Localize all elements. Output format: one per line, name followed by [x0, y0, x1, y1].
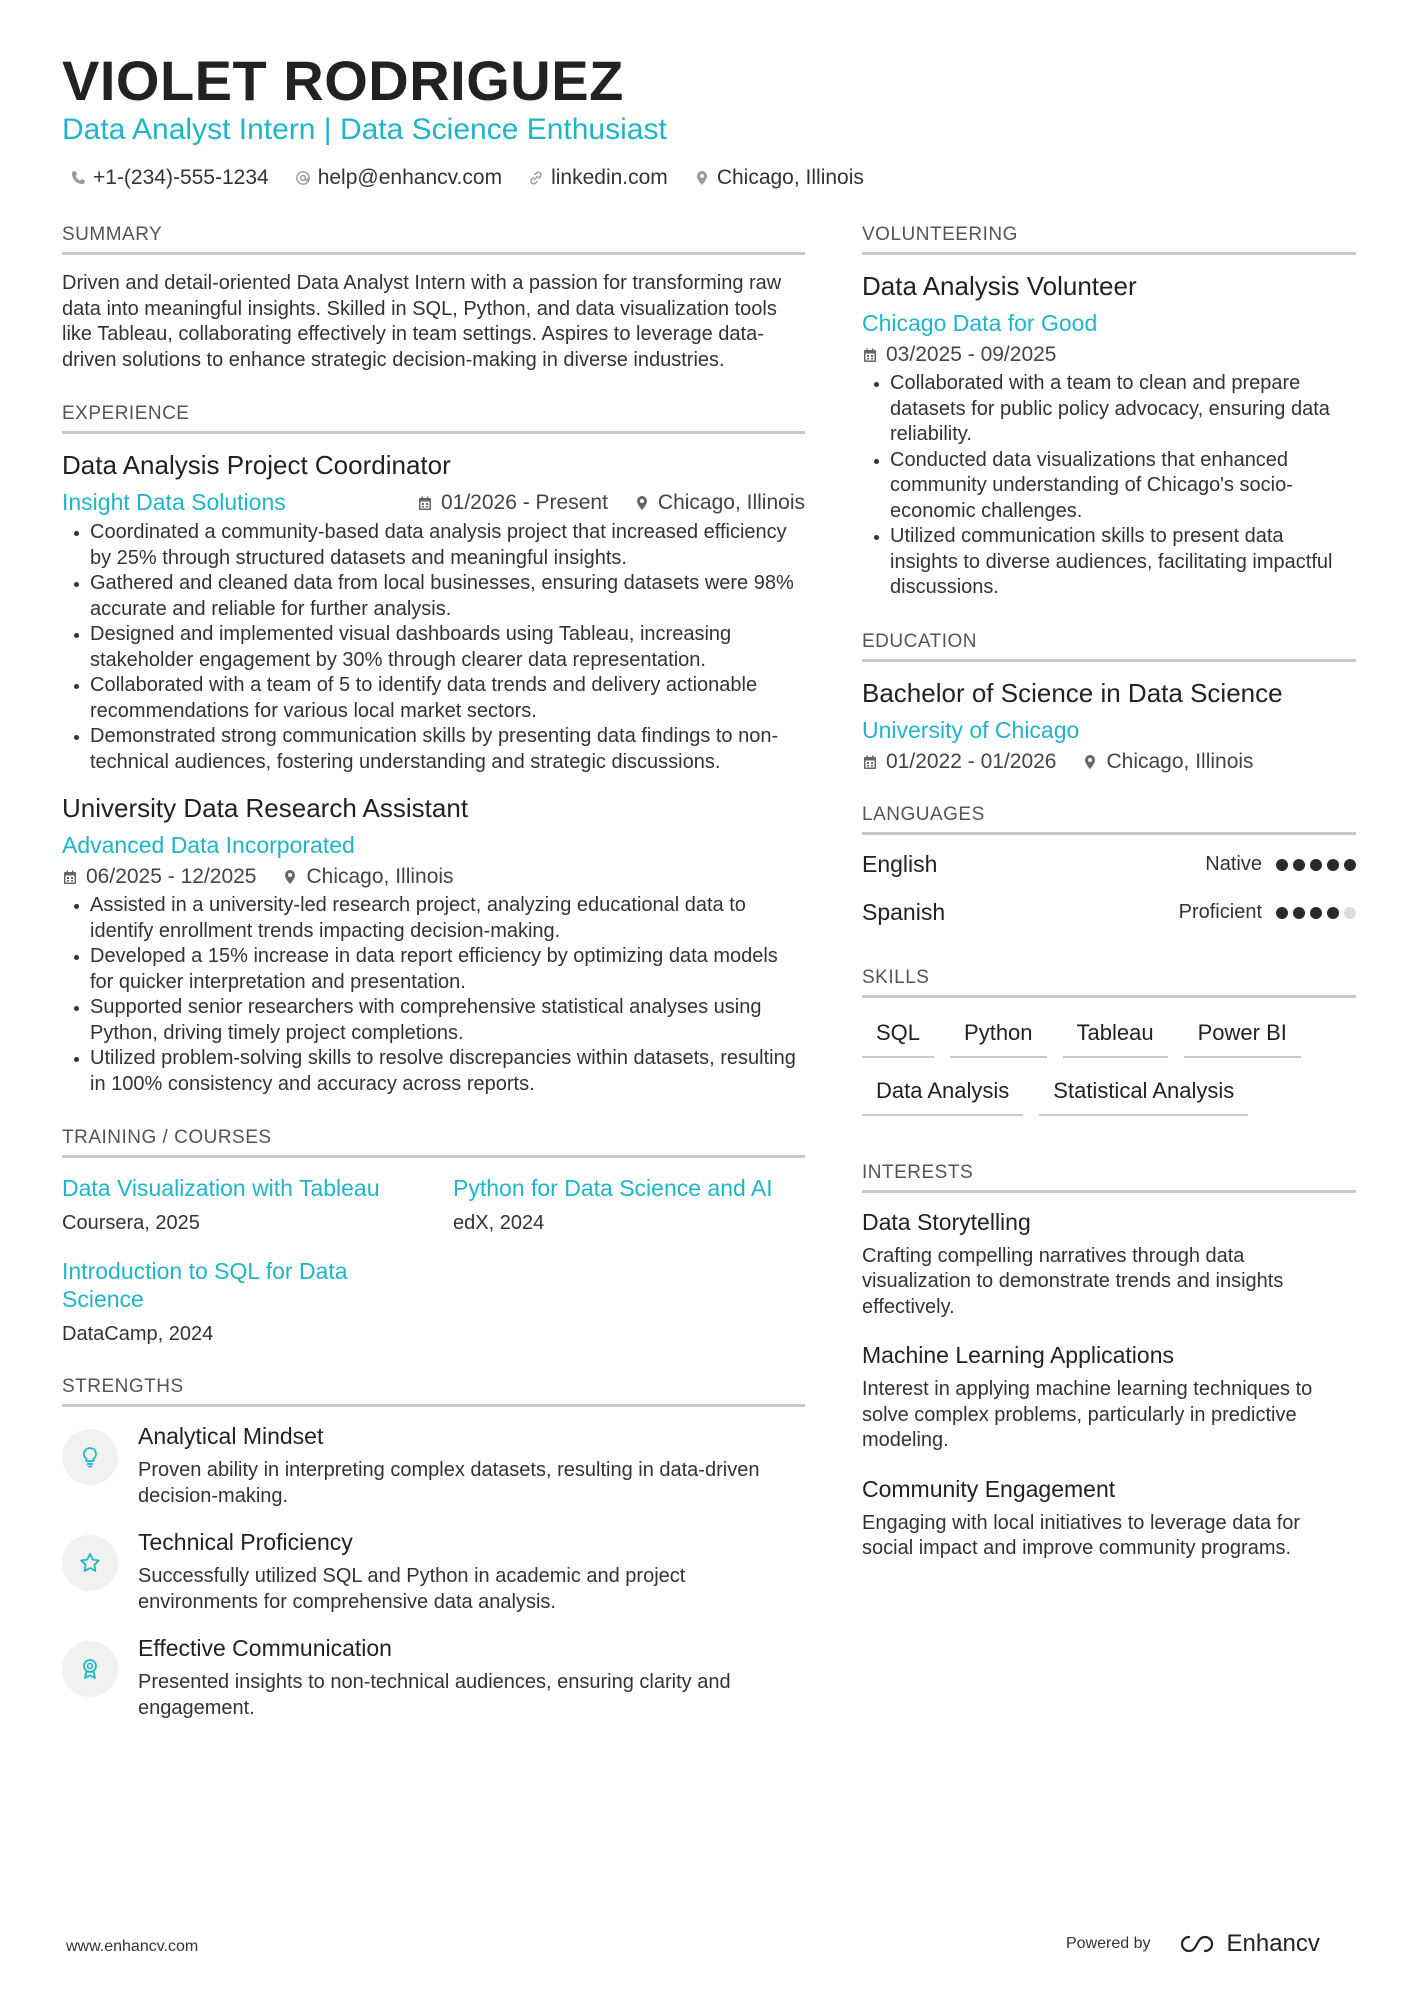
education-details: [862, 750, 1356, 774]
skills-section: [862, 967, 1356, 1116]
school-name: University of Chicago: [862, 716, 1080, 743]
bullet-item: Gathered and cleaned data from local businesses, ensuring datasets were 98% accurate and reliable for further analysis.: [62, 571, 805, 622]
right-column: [862, 224, 1356, 1592]
interest-item: [862, 1342, 1356, 1454]
interest-text: Interest in applying machine learning techniques to solve complex problems, particularly in predictive modeling.: [862, 1378, 1313, 1451]
language-level: Native: [1205, 853, 1262, 875]
location-text: Chicago, Illinois: [1106, 749, 1254, 773]
phone-text: +1-(234)-555-1234: [93, 166, 269, 189]
skill-tag: Statistical Analysis: [1039, 1072, 1248, 1116]
experience-entry: [62, 793, 805, 1097]
brand-name: Enhancv: [1226, 1930, 1320, 1957]
section-heading: EDUCATION: [862, 631, 1356, 662]
volunteer-bullets: [862, 371, 1356, 601]
course-title: Data Visualization with Tableau: [62, 1175, 380, 1201]
summary-section: [62, 224, 805, 373]
strength-body: [138, 1529, 805, 1615]
language-level: Proficient: [1178, 901, 1262, 923]
rating-dot-empty: [1344, 907, 1356, 919]
job-location: [634, 491, 805, 515]
volunteer-role: Data Analysis Volunteer: [862, 271, 1137, 301]
volunteering-section: [862, 224, 1356, 601]
language-name: English: [862, 851, 938, 877]
brand-logo[interactable]: [1175, 1930, 1320, 1958]
contact-linkedin[interactable]: [528, 166, 668, 190]
interest-item: [862, 1476, 1356, 1562]
award-icon: [78, 1657, 102, 1681]
strength-text: Proven ability in interpreting complex datasets, resulting in data-driven decision-making.: [138, 1459, 760, 1507]
bullet-item: Supported senior researchers with comprehensive statistical analyses using Python, driving timely project completions.: [62, 995, 805, 1046]
skill-tag: Python: [950, 1014, 1047, 1058]
contact-bar: [70, 166, 864, 190]
experience-section: [62, 403, 805, 1097]
rating-dot-filled: [1310, 859, 1322, 871]
section-heading: SUMMARY: [62, 224, 805, 255]
date-text: 01/2026 - Present: [440, 490, 608, 514]
course-provider: Coursera, 2025: [62, 1212, 200, 1234]
education-section: [862, 631, 1356, 774]
languages-section: [862, 804, 1356, 937]
language-proficiency: [1179, 901, 1356, 924]
bullet-item: Collaborated with a team to clean and prepare datasets for public policy advocacy, ensuring data reliability.: [862, 371, 1356, 448]
linkedin-text: linkedin.com: [551, 166, 668, 189]
strength-body: [138, 1423, 805, 1509]
job-dates: [62, 865, 256, 889]
skill-tag: Power BI: [1184, 1014, 1301, 1058]
job-location: [282, 865, 453, 889]
course-item: [62, 1174, 453, 1235]
job-meta: [62, 489, 805, 516]
training-section: [62, 1127, 805, 1346]
job-role: University Data Research Assistant: [62, 793, 469, 823]
job-details: [62, 865, 805, 889]
language-proficiency: [1205, 853, 1356, 876]
section-heading: TRAINING / COURSES: [62, 1127, 805, 1158]
candidate-name: VIOLET RODRIGUEZ: [62, 49, 624, 112]
experience-entry: [62, 450, 805, 775]
volunteer-dates: [862, 343, 1056, 367]
course-list: [62, 1174, 805, 1346]
lightbulb-icon: [78, 1445, 102, 1469]
rating-dot-filled: [1276, 859, 1288, 871]
strength-item: [62, 1635, 805, 1721]
strength-text: Presented insights to non-technical audiences, ensuring clarity and engagement.: [138, 1671, 731, 1719]
strength-icon-badge: [62, 1641, 118, 1697]
strengths-section: [62, 1376, 805, 1721]
bullet-item: Designed and implemented visual dashboards using Tableau, increasing stakeholder engagement by 30% through clearer data representation.: [62, 622, 805, 673]
summary-text: Driven and detail-oriented Data Analyst Intern with a passion for transforming raw data into meaningful insights. Skilled in SQL, Python, and data visualization tools like Tableau, collaborating effectively in team settings. Aspires to leverage data-driven solutions to enhance strategic decision-making in diverse industries.: [62, 272, 782, 371]
contact-email[interactable]: [295, 166, 502, 190]
course-provider: edX, 2024: [453, 1212, 545, 1234]
interest-text: Crafting compelling narratives through data visualization to demonstrate trends and insights effectively.: [862, 1244, 1284, 1318]
bullet-item: Assisted in a university-led research project, analyzing educational data to identify enrollment trends impacting decision-making.: [62, 893, 805, 944]
map-pin-icon: [634, 495, 650, 511]
job-dates: [417, 491, 608, 515]
job-company: Advanced Data Incorporated: [62, 832, 355, 858]
strength-body: [138, 1635, 805, 1721]
interest-text: Engaging with local initiatives to leverage data for social impact and improve community programs.: [862, 1511, 1301, 1559]
education-dates: [862, 750, 1056, 774]
section-heading: INTERESTS: [862, 1162, 1356, 1193]
contact-phone[interactable]: [70, 166, 269, 190]
rating-dot-filled: [1327, 859, 1339, 871]
section-heading: VOLUNTEERING: [862, 224, 1356, 255]
section-heading: SKILLS: [862, 967, 1356, 998]
section-heading: EXPERIENCE: [62, 403, 805, 434]
course-item: [62, 1257, 392, 1346]
map-pin-icon: [1082, 754, 1098, 770]
rating-dot-filled: [1327, 907, 1339, 919]
job-details: [417, 491, 805, 515]
job-bullets: [62, 893, 805, 1097]
skill-tag: Tableau: [1063, 1014, 1168, 1058]
bullet-item: Utilized communication skills to present data insights to diverse audiences, facilitating impactful discussions.: [862, 524, 1356, 601]
degree-title: Bachelor of Science in Data Science: [862, 677, 1283, 708]
bullet-item: Coordinated a community-based data analysis project that increased efficiency by 25% through structured datasets and meaningful insights.: [62, 520, 805, 571]
rating-dots: [1276, 859, 1356, 871]
enhancv-logo-icon: [1175, 1932, 1219, 1956]
education-location: [1082, 750, 1253, 774]
bullet-item: Collaborated with a team of 5 to identify data trends and delivery actionable recommendations for various local market sectors.: [62, 673, 805, 724]
footer-website[interactable]: www.enhancv.com: [66, 1938, 199, 1955]
calendar-icon: [417, 495, 433, 511]
skill-list: [862, 1014, 1356, 1116]
strength-title: Effective Communication: [138, 1635, 392, 1661]
volunteer-org: Chicago Data for Good: [862, 310, 1098, 336]
phone-icon: [70, 170, 86, 186]
calendar-icon: [862, 347, 878, 363]
date-text: 01/2022 - 01/2026: [886, 749, 1057, 773]
course-title: Python for Data Science and AI: [453, 1175, 773, 1201]
course-item: [453, 1174, 805, 1235]
location-text: Chicago, Illinois: [657, 490, 805, 514]
job-company: Insight Data Solutions: [62, 489, 286, 515]
link-icon: [528, 170, 544, 186]
strength-icon-badge: [62, 1429, 118, 1485]
language-row: [862, 841, 1356, 889]
course-title: Introduction to SQL for Data Science: [62, 1258, 348, 1312]
star-icon: [78, 1551, 102, 1575]
interest-item: [862, 1209, 1356, 1321]
job-role: Data Analysis Project Coordinator: [62, 450, 451, 480]
location-text: Chicago, Illinois: [306, 865, 454, 888]
candidate-title: Data Analyst Intern | Data Science Enthusiast: [62, 113, 667, 146]
strength-icon-badge: [62, 1535, 118, 1591]
left-column: [62, 224, 805, 1751]
rating-dot-filled: [1293, 907, 1305, 919]
map-pin-icon: [694, 170, 710, 186]
contact-location: [694, 166, 864, 190]
interest-title: Data Storytelling: [862, 1208, 1031, 1235]
section-heading: STRENGTHS: [62, 1376, 805, 1407]
job-bullets: [62, 520, 805, 775]
strength-item: [62, 1423, 805, 1509]
volunteer-details: [862, 343, 1356, 367]
bullet-item: Utilized problem-solving skills to resolve discrepancies within datasets, resulting in 100% consistency and accuracy across reports.: [62, 1046, 805, 1097]
bullet-item: Demonstrated strong communication skills by presenting data findings to non-technical audiences, fostering understanding and strategic discussions.: [62, 724, 805, 775]
rating-dot-filled: [1276, 907, 1288, 919]
calendar-icon: [62, 869, 78, 885]
section-heading: LANGUAGES: [862, 804, 1356, 835]
date-text: 03/2025 - 09/2025: [886, 343, 1057, 366]
powered-by-label: Powered by: [1066, 1935, 1151, 1952]
skill-tag: Data Analysis: [862, 1072, 1023, 1116]
rating-dot-filled: [1293, 859, 1305, 871]
language-name: Spanish: [862, 899, 946, 925]
calendar-icon: [862, 754, 878, 770]
strength-text: Successfully utilized SQL and Python in academic and project environments for comprehensive data analysis.: [138, 1565, 686, 1613]
strength-title: Analytical Mindset: [138, 1423, 324, 1449]
interest-title: Machine Learning Applications: [862, 1342, 1174, 1368]
interests-section: [862, 1162, 1356, 1562]
interest-title: Community Engagement: [862, 1475, 1116, 1502]
at-icon: [295, 170, 311, 186]
bullet-item: Conducted data visualizations that enhanced community understanding of Chicago's socio-economic challenges.: [862, 448, 1356, 525]
location-text: Chicago, Illinois: [716, 166, 864, 189]
skill-tag: SQL: [862, 1014, 934, 1058]
strength-title: Technical Proficiency: [138, 1529, 353, 1555]
rating-dot-filled: [1344, 859, 1356, 871]
course-provider: DataCamp, 2024: [62, 1323, 214, 1345]
language-row: [862, 889, 1356, 937]
email-text: help@enhancv.com: [317, 166, 503, 189]
footer-branding: [1066, 1930, 1320, 1958]
date-text: 06/2025 - 12/2025: [86, 865, 257, 888]
rating-dot-filled: [1310, 907, 1322, 919]
strength-item: [62, 1529, 805, 1615]
rating-dots: [1276, 907, 1356, 919]
map-pin-icon: [282, 869, 298, 885]
bullet-item: Developed a 15% increase in data report efficiency by optimizing data models for quicker interpretation and presentation.: [62, 944, 805, 995]
